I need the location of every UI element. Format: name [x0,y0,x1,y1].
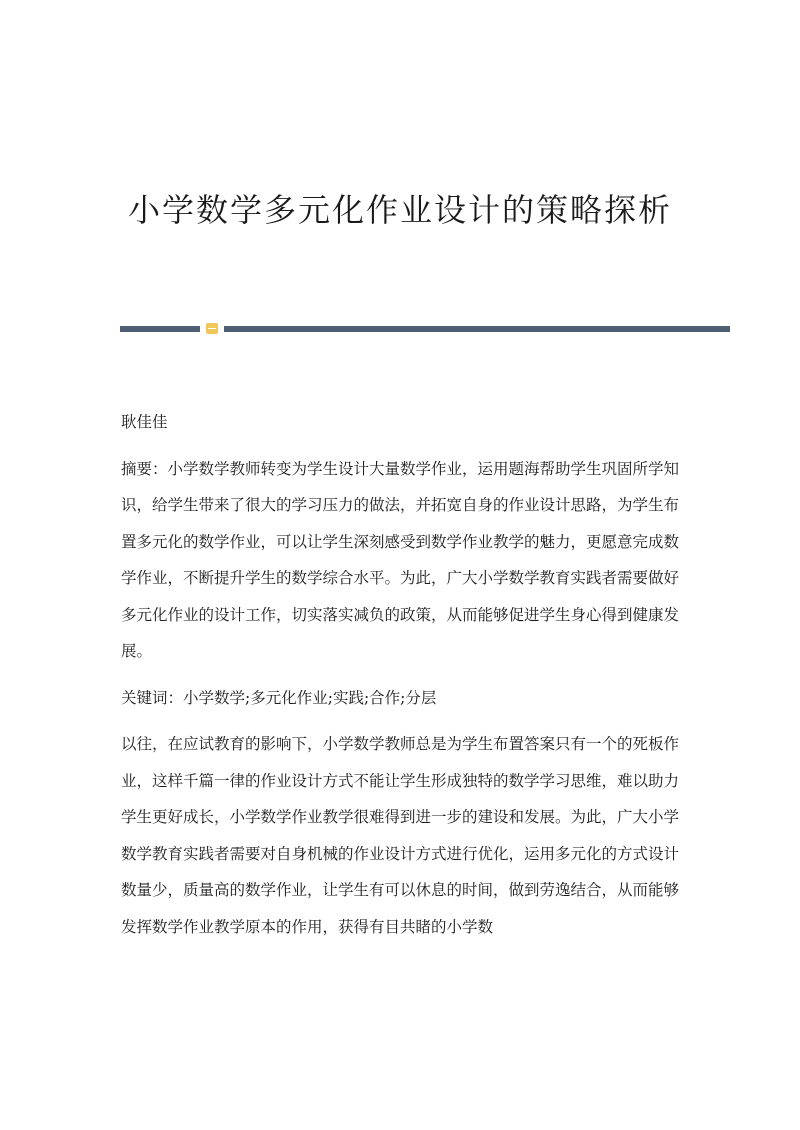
body-paragraph: 以往，在应试教育的影响下，小学数学教师总是为学生布置答案只有一个的死板作业，这样千篇一律的作业设计方式不能让学生形成独特的数学学习思维，难以助力学生更好成长，小学数学作业教学很难得到进一步的建设和发展。为此，广大小学数学教育实践者需要对自身机械的作业设计方式进行优化，运用多元化的方式设计数量少，质量高的数学作业，让学生有可以休息的时间，做到劳逸结合，从而能够发挥数学作业教学原本的作用，获得有目共睹的小学数 [121,735,680,936]
divider-bar-right [224,326,730,332]
divider-bar-left [120,326,200,332]
keywords-line: 关键词：小学数学;多元化作业;实践;合作;分层 [121,688,437,707]
paper-title: 小学数学多元化作业设计的策略探析 [127,191,672,229]
abstract-paragraph: 摘要：小学数学教师转变为学生设计大量数学作业，运用题海帮助学生巩固所学知识，给学生带来了很大的学习压力的做法，并拓宽自身的作业设计思路，为学生布置多元化的数学作业，可以让学生深刻感受到数学作业教学的魅力，更愿意完成数学作业，不断提升学生的数学综合水平。为此，广大小学数学教育实践者需要做好多元化作业的设计工作，切实落实减负的政策，从而能够促进学生身心得到健康发展。 [121,459,680,660]
author-name: 耿佳佳 [121,413,168,431]
paper-content [121,404,681,955]
title-divider [120,322,730,336]
divider-badge-icon [206,323,218,334]
